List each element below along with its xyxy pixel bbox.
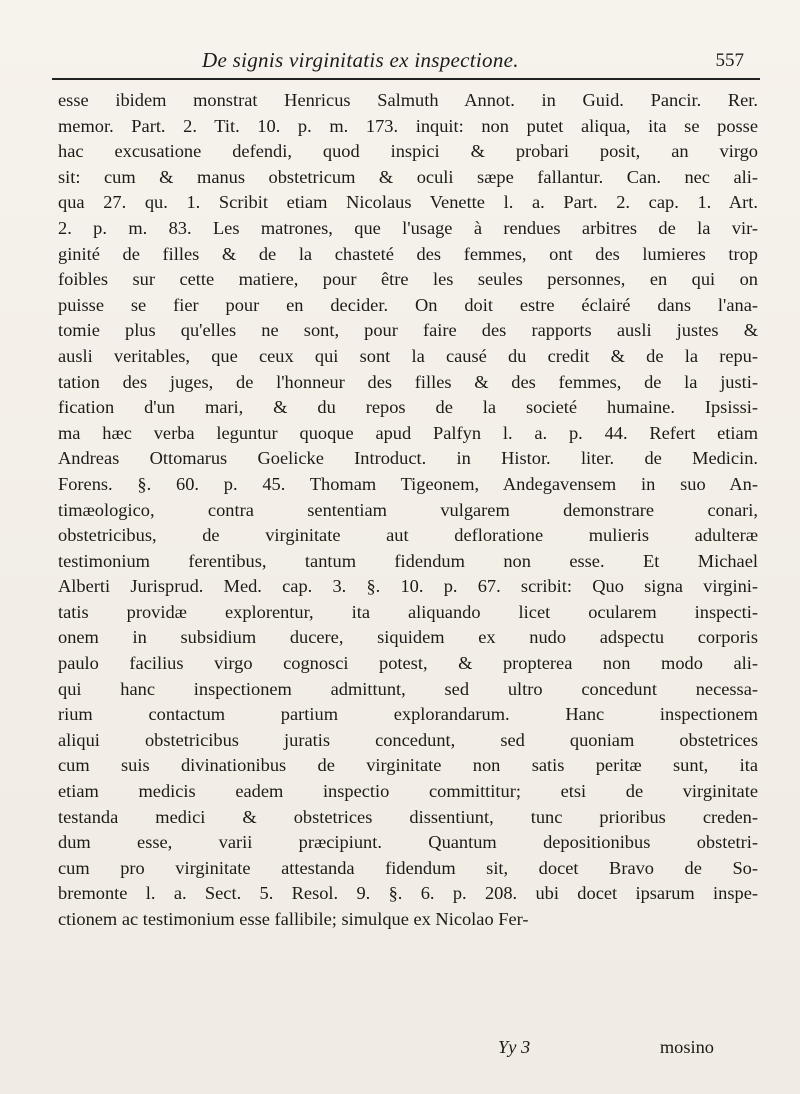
text-line: ausli veritables, que ceux qui sont la causé du credit & de la repu- — [58, 345, 758, 366]
text-line: cum suis divinationibus de virginitate non satis peritæ sunt, ita — [58, 755, 758, 776]
text-line: ginité de filles & de la chasteté des femmes, ont des lumieres trop — [58, 243, 758, 264]
text-line: Andreas Ottomarus Goelicke Introduct. in Histor. liter. de Medicin. — [58, 448, 758, 469]
text-line: hac excusatione defendi, quod inspici & probari posit, an virgo — [58, 141, 758, 162]
text-line: dum esse, varii præcipiunt. Quantum depositionibus obstetri- — [58, 832, 758, 853]
running-head: De signis virginitatis ex inspectione. — [202, 48, 519, 72]
page-footer — [58, 1037, 758, 1063]
page-header — [52, 44, 760, 78]
text-line: ctionem ac testimonium esse fallibile; simulque ex Nicolao Fer- — [58, 909, 529, 929]
text-line: puisse se fier pour en decider. On doit estre éclairé dans l'ana- — [58, 294, 758, 315]
text-line: Alberti Jurisprud. Med. cap. 3. §. 10. p. 67. scribit: Quo signa virgini- — [58, 576, 758, 597]
text-line: testanda medici & obstetrices dissentiunt, tunc prioribus creden- — [58, 806, 758, 827]
text-line: qui hanc inspectionem admittunt, sed ultro concedunt necessa- — [58, 678, 758, 699]
text-line: memor. Part. 2. Tit. 10. p. m. 173. inquit: non putet aliqua, ita se posse — [58, 115, 758, 136]
text-line: ma hæc verba leguntur quoque apud Palfyn l. a. p. 44. Refert etiam — [58, 422, 758, 443]
text-line: tatis providæ explorentur, ita aliquando licet ocularem inspecti- — [58, 601, 758, 622]
body-text — [58, 88, 758, 933]
text-line: timæologico, contra sententiam vulgarem demonstrare conari, — [58, 499, 758, 520]
text-line: 2. p. m. 83. Les matrones, que l'usage à rendues arbitres de la vir- — [58, 217, 758, 238]
header-rule — [52, 78, 760, 80]
text-line: tation des juges, de l'honneur des filles & des femmes, de la justi- — [58, 371, 758, 392]
text-line: onem in subsidium ducere, siquidem ex nudo adspectu corporis — [58, 627, 758, 648]
text-line: tomie plus qu'elles ne sont, pour faire des rapports ausli justes & — [58, 320, 758, 341]
text-line: esse ibidem monstrat Henricus Salmuth Annot. in Guid. Pancir. Rer. — [58, 90, 758, 110]
signature-mark: Yy 3 — [498, 1037, 531, 1057]
text-line: etiam medicis eadem inspectio committitur; etsi de virginitate — [58, 781, 758, 802]
catchword: mosino — [659, 1037, 714, 1057]
text-line: Forens. §. 60. p. 45. Thomam Tigeonem, Andegavensem in suo An- — [58, 473, 758, 494]
text-line: bremonte l. a. Sect. 5. Resol. 9. §. 6. p. 208. ubi docet ipsarum inspe- — [58, 883, 758, 904]
text-line: foibles sur cette matiere, pour être les seules personnes, en qui on — [58, 269, 758, 290]
text-line: aliqui obstetricibus juratis concedunt, sed quoniam obstetrices — [58, 729, 758, 750]
text-line: fication d'un mari, & du repos de la societé humaine. Ipsissi- — [58, 397, 758, 418]
text-line: cum pro virginitate attestanda fidendum sit, docet Bravo de So- — [58, 857, 758, 878]
text-line: sit: cum & manus obstetricum & oculi sæpe fallantur. Can. nec ali- — [58, 166, 758, 187]
text-line: testimonium ferentibus, tantum fidendum non esse. Et Michael — [58, 550, 758, 571]
text-line: obstetricibus, de virginitate aut defloratione mulieris adulteræ — [58, 525, 758, 546]
text-line: rium contactum partium explorandarum. Hanc inspectionem — [58, 704, 758, 725]
page-number: 557 — [715, 50, 744, 71]
text-line: paulo facilius virgo cognosci potest, & propterea non modo ali- — [58, 653, 758, 674]
text-line: qua 27. qu. 1. Scribit etiam Nicolaus Venette l. a. Part. 2. cap. 1. Art. — [58, 192, 758, 213]
